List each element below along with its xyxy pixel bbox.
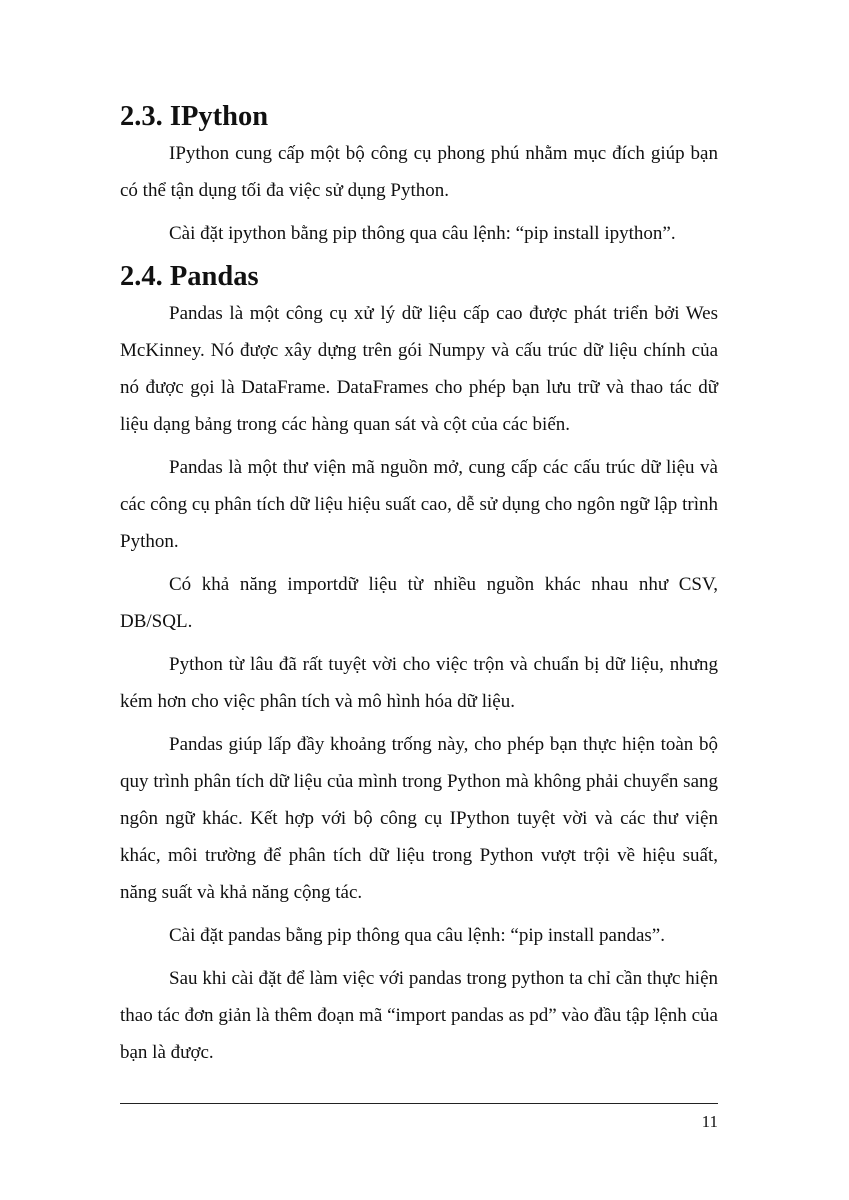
paragraph: Pandas là một công cụ xử lý dữ liệu cấp cao được phát triển bởi Wes McKinney. Nó được xây dựng trên gói Numpy và cấu trúc dữ liệu chính của nó được gọi là DataFrame. DataFrames cho phép bạn lưu trữ và thao tác dữ liệu dạng bảng trong các hàng quan sát và cột của các biến.	[120, 303, 718, 435]
page-body	[120, 98, 718, 1077]
paragraph: Có khả năng importdữ liệu từ nhiều nguồn khác nhau như CSV, DB/SQL.	[120, 574, 718, 632]
paragraph: Python từ lâu đã rất tuyệt vời cho việc trộn và chuẩn bị dữ liệu, nhưng kém hơn cho việc phân tích và mô hình hóa dữ liệu.	[120, 654, 718, 712]
paragraph: Sau khi cài đặt để làm việc với pandas trong python ta chỉ cần thực hiện thao tác đơn giản là thêm đoạn mã “import pandas as pd” vào đầu tập lệnh của bạn là được.	[120, 968, 718, 1063]
paragraph: IPython cung cấp một bộ công cụ phong phú nhằm mục đích giúp bạn có thể tận dụng tối đa việc sử dụng Python.	[120, 143, 718, 201]
paragraph: Pandas giúp lấp đầy khoảng trống này, cho phép bạn thực hiện toàn bộ quy trình phân tích dữ liệu của mình trong Python mà không phải chuyển sang ngôn ngữ khác. Kết hợp với bộ công cụ IPython tuyệt vời và các thư viện khác, môi trường để phân tích dữ liệu trong Python vượt trội về hiệu suất, năng suất và khả năng cộng tác.	[120, 734, 718, 903]
section-heading-pandas: 2.4. Pandas	[120, 261, 259, 292]
section-heading-ipython: 2.3. IPython	[120, 101, 269, 132]
footer-divider	[120, 1103, 718, 1104]
paragraph: Cài đặt ipython bằng pip thông qua câu lệnh: “pip install ipython”.	[169, 223, 676, 244]
page-number: 11	[701, 1112, 718, 1131]
paragraph: Pandas là một thư viện mã nguồn mở, cung cấp các cấu trúc dữ liệu và các công cụ phân tích dữ liệu hiệu suất cao, dễ sử dụng cho ngôn ngữ lập trình Python.	[120, 457, 718, 552]
paragraph: Cài đặt pandas bằng pip thông qua câu lệnh: “pip install pandas”.	[169, 925, 665, 946]
